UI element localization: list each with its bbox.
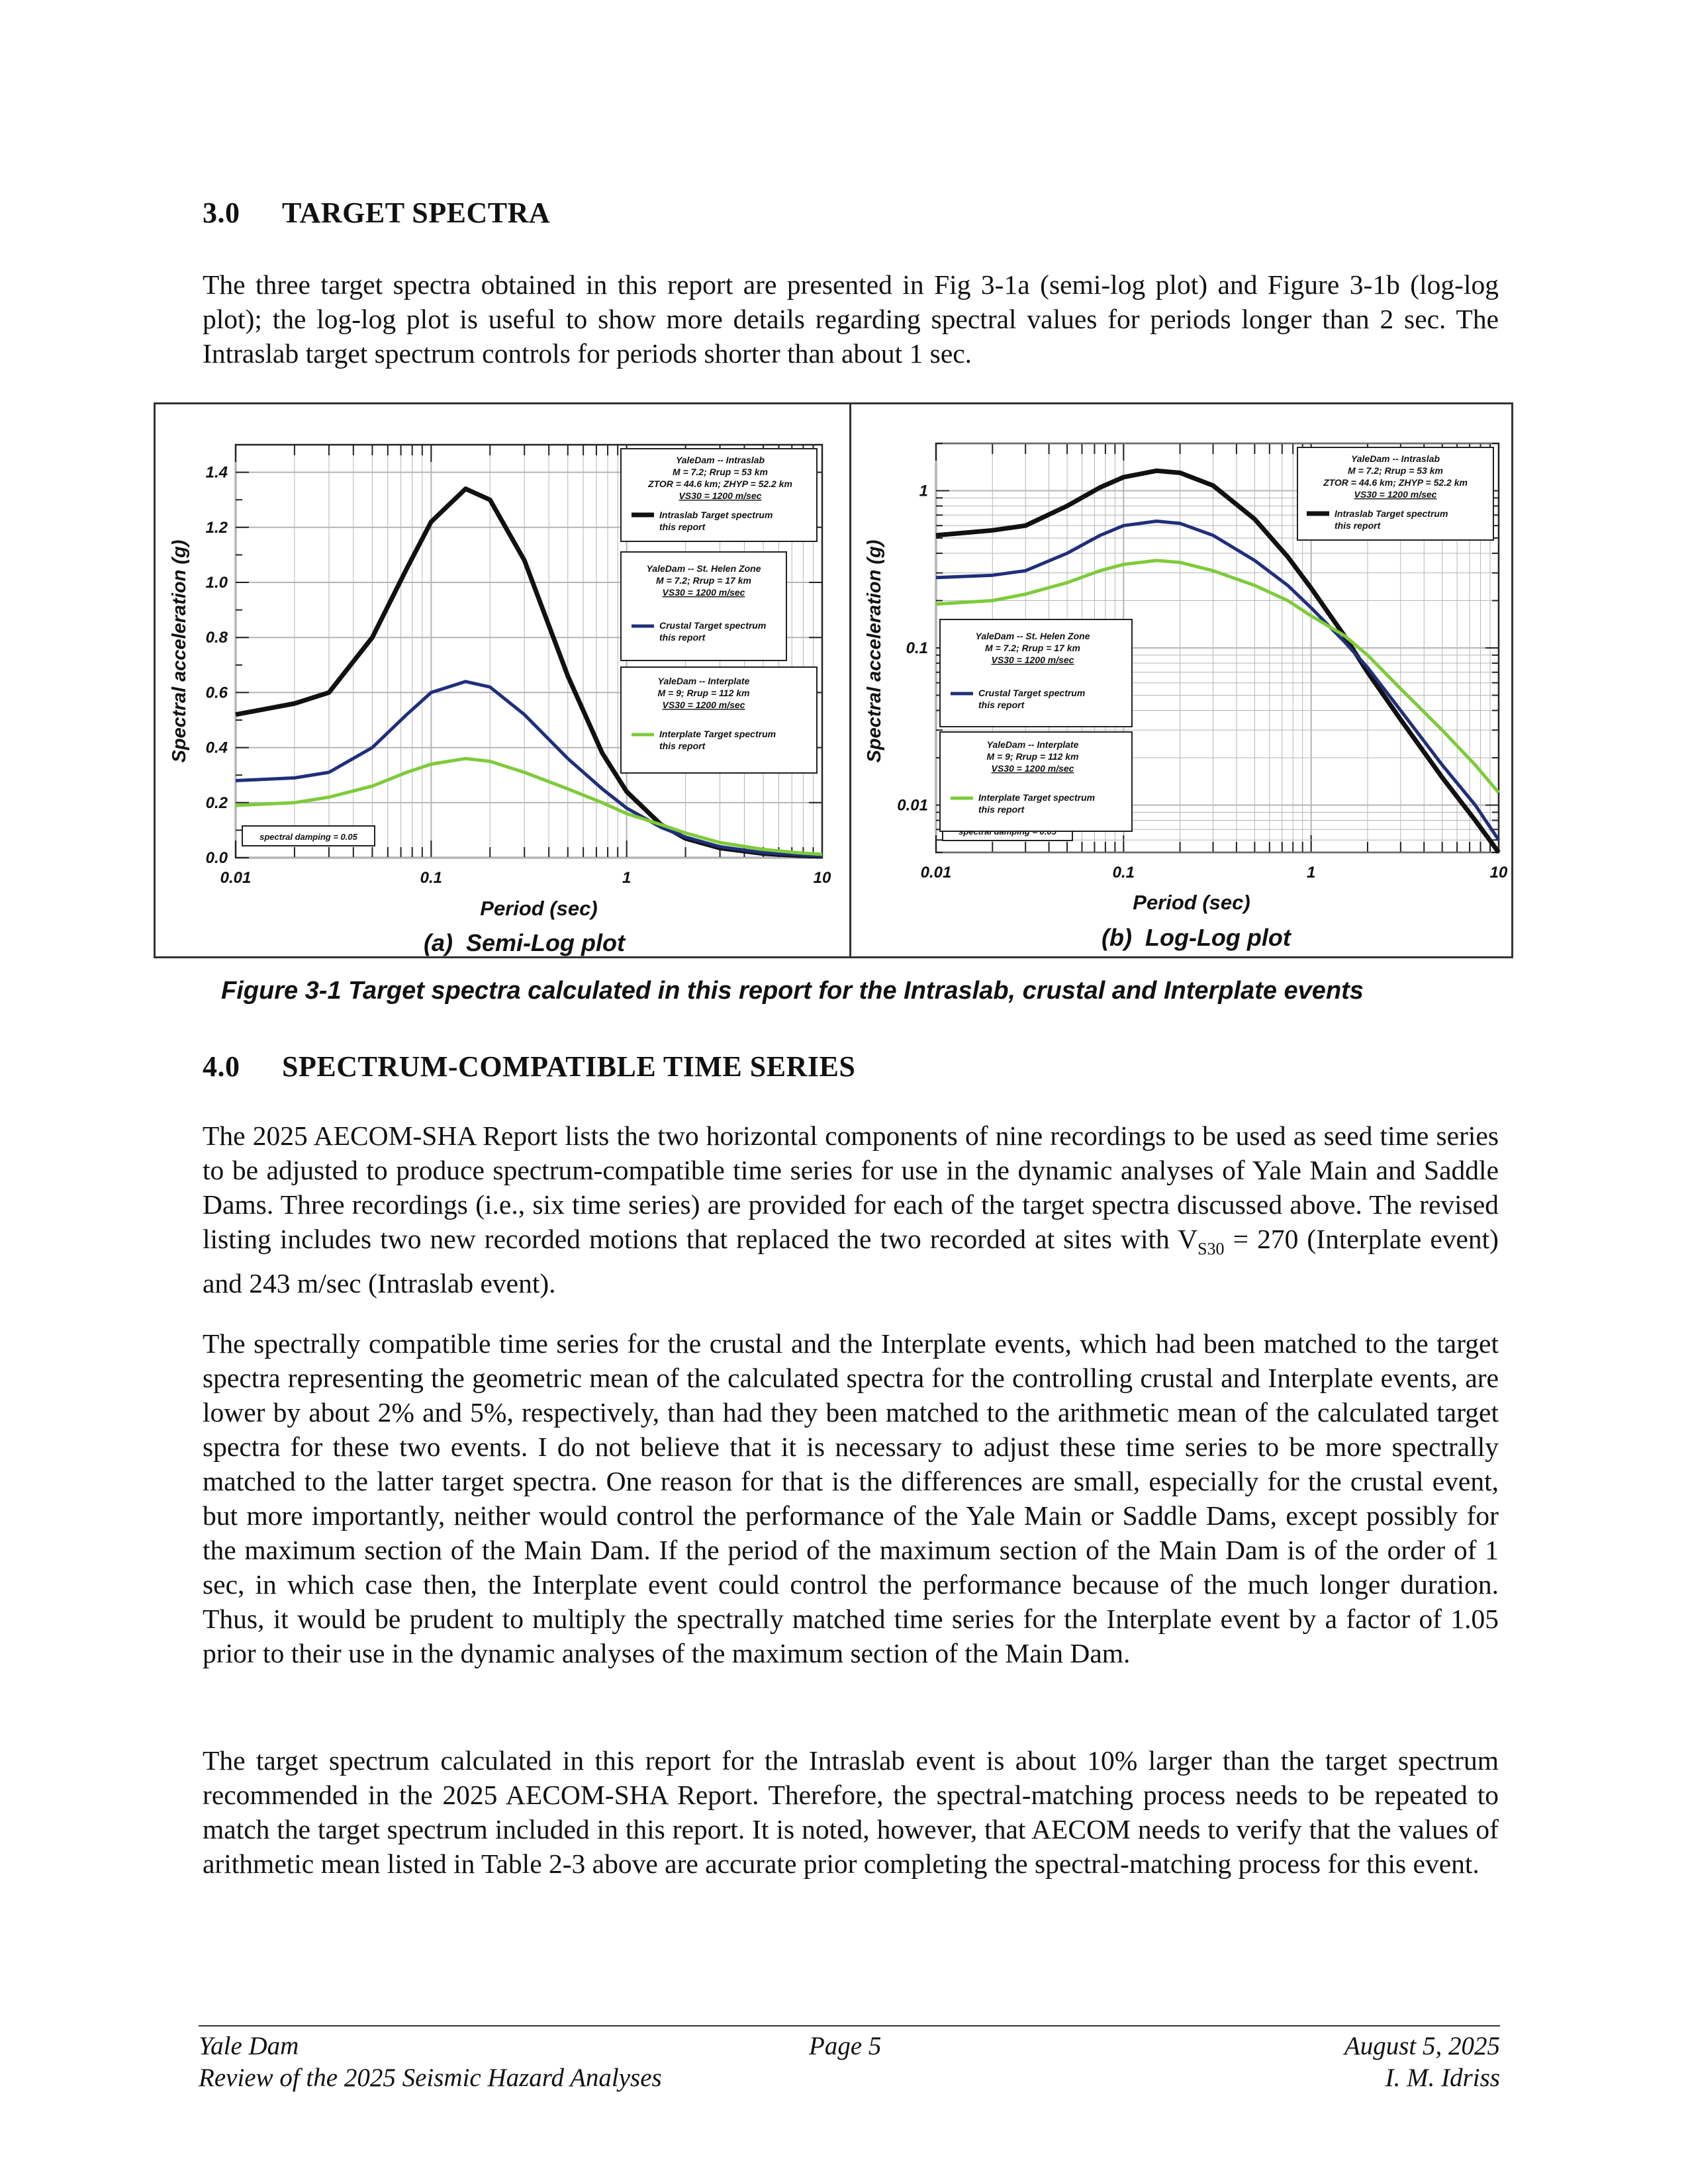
legend-interplate <box>621 667 817 773</box>
legend-crustal <box>940 619 1132 727</box>
section3-paragraph: The three target spectra obtained in this report are presented in Fig 3-1a (semi-log plot) and Figure 3-1b (log-log plot); the log-log plot is useful to show more details regarding spectral values for periods longer than 2 sec. The Intraslab target spectrum controls for periods shorter than about 1 sec. <box>203 269 1499 369</box>
section-number: 3.0 <box>203 197 240 229</box>
legend-line: YaleDam -- Intraslab <box>1350 453 1440 464</box>
footer-doc-title: Review of the 2025 Seismic Hazard Analyses <box>199 2064 662 2092</box>
y-axis-label: Spectral acceleration (g) <box>169 539 190 763</box>
section-title: TARGET SPECTRA <box>282 197 551 229</box>
legend-line: VS30 = 1200 m/sec <box>662 700 745 710</box>
panel-a-label: (a) <box>424 929 453 956</box>
x-axis-label: Period (sec) <box>480 897 598 920</box>
y-tick-label: 0.1 <box>906 639 928 657</box>
y-tick-label: 1.4 <box>205 463 228 482</box>
y-tick-label: 0.4 <box>205 739 228 757</box>
legend-series: Intraslab Target spectrum <box>1335 508 1448 519</box>
legend-line: VS30 = 1200 m/sec <box>679 490 762 501</box>
legend-intraslab <box>621 449 817 541</box>
panel-b-label: (b) <box>1102 924 1132 951</box>
figure-caption: Figure 3-1 Target spectra calculated in this report for the Intraslab, crustal and Interplate events <box>221 977 1364 1005</box>
legend-line: VS30 = 1200 m/sec <box>991 763 1074 774</box>
legend-line: YaleDam -- Interplate <box>657 676 750 686</box>
legend-series: Intraslab Target spectrum <box>659 510 773 520</box>
legend-line: VS30 = 1200 m/sec <box>662 587 745 598</box>
x-tick-label: 0.1 <box>420 869 443 887</box>
chart-semi-log <box>159 408 847 954</box>
legend-line: M = 9; Rrup = 112 km <box>986 751 1079 762</box>
x-tick-label: 10 <box>813 869 831 887</box>
y-tick-label: 0.6 <box>205 684 228 702</box>
legend-line: M = 7.2; Rrup = 17 km <box>656 575 751 586</box>
panel-b-caption <box>1102 924 1291 952</box>
chart-log-log <box>854 408 1509 954</box>
section-title: SPECTRUM-COMPATIBLE TIME SERIES <box>282 1050 856 1083</box>
legend-series2: this report <box>978 804 1025 815</box>
footer-right <box>1344 2030 1500 2094</box>
section4-paragraph-2: The spectrally compatible time series for the crustal and the Interplate events, which had been matched to the target spectra representing the geometric mean of the calculated spectra for the controlling crustal and Interplate events, are lower by about 2% and 5%, respectively, than had they been matched to the arithmetic mean of the calculated target spectra for these two events. I do not believe that it is necessary to adjust these time series to be more spectrally matched to the latter target spectra. One reason for that is the differences are small, especially for the crustal event, but more importantly, neither would control the performance of the Yale Main or Saddle Dams, except possibly for the maximum section of the Main Dam. If the period of the maximum section of the Main Dam is of the order of 1 sec, in which case then, the Interplate event could control the performance because of the much longer duration. Thus, it would be prudent to multiply the spectrally matched time series for the Interplate event by a factor of 1.05 prior to their use in the dynamic analyses of the maximum section of the Main Dam. <box>203 1328 1499 1668</box>
legend-line: VS30 = 1200 m/sec <box>991 655 1074 665</box>
panel-b-title: Log-Log plot <box>1145 924 1291 951</box>
section-number: 4.0 <box>203 1050 240 1083</box>
legend-line: VS30 = 1200 m/sec <box>1354 489 1437 500</box>
legend-series: Interplate Target spectrum <box>978 792 1096 803</box>
damping-note: spectral damping = 0.05 <box>259 832 357 842</box>
figure-divider <box>849 402 851 958</box>
legend-series2: this report <box>978 700 1025 710</box>
section4-paragraph-1 <box>203 1118 1499 1300</box>
p1-text: The 2025 AECOM-SHA Report lists the two horizontal components of nine recordings to be used as seed time series to be adjusted to produce spectrum-compatible time series for use in the dynamic analyses of Yale Main and Saddle Dams. Three recordings (i.e., six time series) are provided for each of the target spectra discussed above. The revised listing includes two new recorded motions that replaced the two recorded at sites with V <box>203 1120 1499 1254</box>
x-tick-label: 0.01 <box>920 864 952 882</box>
footer-rule <box>199 2025 1500 2026</box>
legend-line: YaleDam -- St. Helen Zone <box>646 563 761 574</box>
section4-paragraph-3: The target spectrum calculated in this report for the Intraslab event is about 10% larger than the target spectrum recommended in the 2025 AECOM-SHA Report. Therefore, the spectral-matching process needs to be repeated to match the target spectrum included in this report. It is noted, however, that AECOM needs to verify that the values of arithmetic mean listed in Table 2-3 above are accurate prior completing the spectral-matching process for this event. <box>203 1745 1499 1879</box>
p1-text-end: = 270 (Interplate event) and 243 m/sec (Intraslab event). <box>203 1224 1499 1299</box>
x-tick-label: 0.1 <box>1112 864 1135 882</box>
x-tick-label: 10 <box>1489 864 1508 882</box>
legend-line: M = 7.2; Rrup = 53 km <box>673 467 768 477</box>
legend-series2: this report <box>659 522 706 532</box>
legend-line: YaleDam -- Intraslab <box>675 455 765 465</box>
legend-series2: this report <box>659 741 706 751</box>
vs30-subscript: S30 <box>1197 1239 1225 1259</box>
y-tick-label: 0.2 <box>205 794 228 812</box>
legend-series: Crustal Target spectrum <box>659 620 767 631</box>
x-tick-label: 1 <box>1306 864 1316 882</box>
legend-line: YaleDam -- Interplate <box>986 739 1079 750</box>
footer-project: Yale Dam <box>199 2032 299 2060</box>
legend-series: Crustal Target spectrum <box>978 688 1086 698</box>
legend-series2: this report <box>1335 520 1381 531</box>
legend-line: M = 7.2; Rrup = 17 km <box>985 643 1080 653</box>
y-tick-label: 0.8 <box>205 629 228 647</box>
legend-intraslab <box>1297 447 1493 540</box>
y-axis-label: Spectral acceleration (g) <box>864 539 885 763</box>
legend-line: M = 7.2; Rrup = 53 km <box>1348 465 1443 476</box>
legend-series2: this report <box>659 632 706 643</box>
x-tick-label: 0.01 <box>220 869 252 887</box>
panel-a-caption <box>424 929 625 957</box>
y-tick-label: 1 <box>919 482 928 500</box>
legend-interplate <box>940 732 1132 831</box>
legend-line: ZTOR = 44.6 km; ZHYP = 52.2 km <box>648 478 792 489</box>
panel-a-title: Semi-Log plot <box>466 929 625 956</box>
legend-line: M = 9; Rrup = 112 km <box>657 688 750 698</box>
footer-page-number: Page 5 <box>809 2032 882 2060</box>
y-tick-label: 0.01 <box>897 796 928 815</box>
footer-left <box>199 2030 662 2094</box>
footer-date: August 5, 2025 <box>1344 2032 1500 2060</box>
y-tick-label: 1.0 <box>205 574 228 592</box>
y-tick-label: 1.2 <box>205 518 228 537</box>
legend-series: Interplate Target spectrum <box>659 729 776 739</box>
legend-line: ZTOR = 44.6 km; ZHYP = 52.2 km <box>1323 477 1468 488</box>
x-axis-label: Period (sec) <box>1133 891 1250 914</box>
section-heading-3 <box>203 196 550 230</box>
section-heading-4 <box>203 1050 855 1083</box>
legend-line: YaleDam -- St. Helen Zone <box>975 631 1090 641</box>
y-tick-label: 0.0 <box>205 849 228 867</box>
x-tick-label: 1 <box>622 869 632 887</box>
footer-author: I. M. Idriss <box>1385 2064 1500 2092</box>
legend-crustal <box>621 552 786 660</box>
